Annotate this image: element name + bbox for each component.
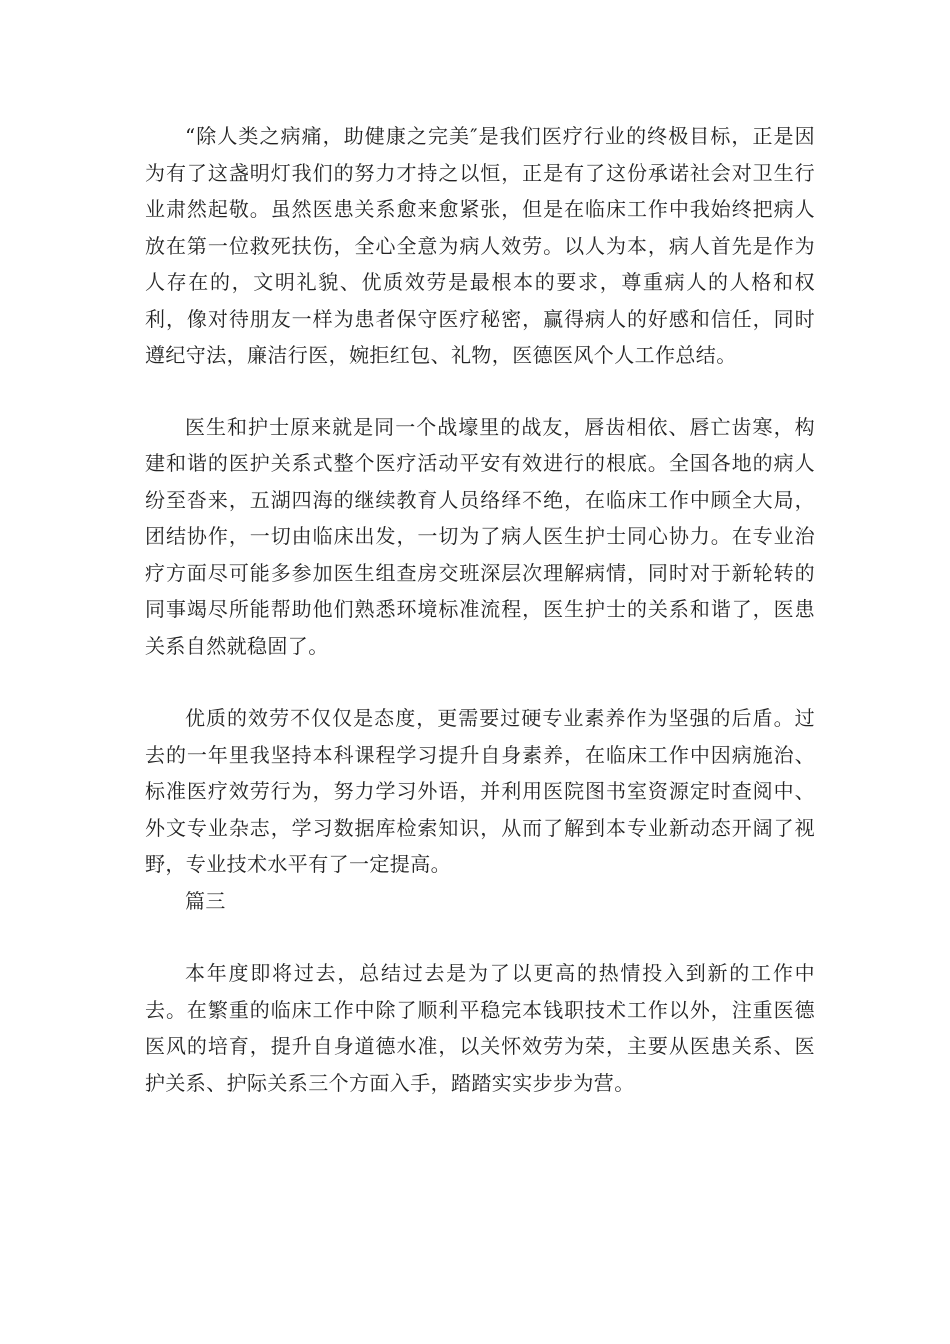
section-heading: 篇三	[185, 888, 226, 913]
section-paragraph: 本年度即将过去，总结过去是为了以更高的热情投入到新的工作中去。在繁重的临床工作中除了顺利平稳完本钱职技术工作以外，注重医德医风的培育，提升自身道德水准，以关怀效劳为荣，主要从医患关系、医护关系、护际关系三个方面入手，踏踏实实步步为营。	[145, 961, 815, 1095]
paragraph-2: 医生和护士原来就是同一个战壕里的战友，唇齿相依、唇亡齿寒，构建和谐的医护关系式整个医疗活动平安有效进行的根底。全国各地的病人纷至沓来，五湖四海的继续教育人员络绎不绝，在临床工作中顾全大局，团结协作，一切由临床出发，一切为了病人医生护士同心协力。在专业治疗方面尽可能多参加医生组查房交班深层次理解病情，同时对于新轮转的同事竭尽所能帮助他们熟悉环境标准流程，医生护士的关系和谐了，医患关系自然就稳固了。	[145, 414, 815, 658]
paragraph-1: “除人类之病痛，助健康之完美″是我们医疗行业的终极目标，正是因为有了这盏明灯我们的努力才持之以恒，正是有了这份承诺社会对卫生行业肃然起敬。虽然医患关系愈来愈紧张，但是在临床工作中我始终把病人放在第一位救死扶伤，全心全意为病人效劳。以人为本，病人首先是作为人存在的，文明礼貌、优质效劳是最根本的要求，尊重病人的人格和权利，像对待朋友一样为患者保守医疗秘密，赢得病人的好感和信任，同时遵纪守法，廉洁行医，婉拒红包、礼物，医德医风个人工作总结。	[145, 124, 815, 367]
document-body	[145, 118, 815, 1101]
paragraph-3: 优质的效劳不仅仅是态度，更需要过硬专业素养作为坚强的后盾。过去的一年里我坚持本科课程学习提升自身素养，在临床工作中因病施治、标准医疗效劳行为，努力学习外语，并利用医院图书室资源定时查阅中、外文专业杂志，学习数据库检索知识，从而了解到本专业新动态开阔了视野，专业技术水平有了一定提高。	[145, 706, 815, 876]
